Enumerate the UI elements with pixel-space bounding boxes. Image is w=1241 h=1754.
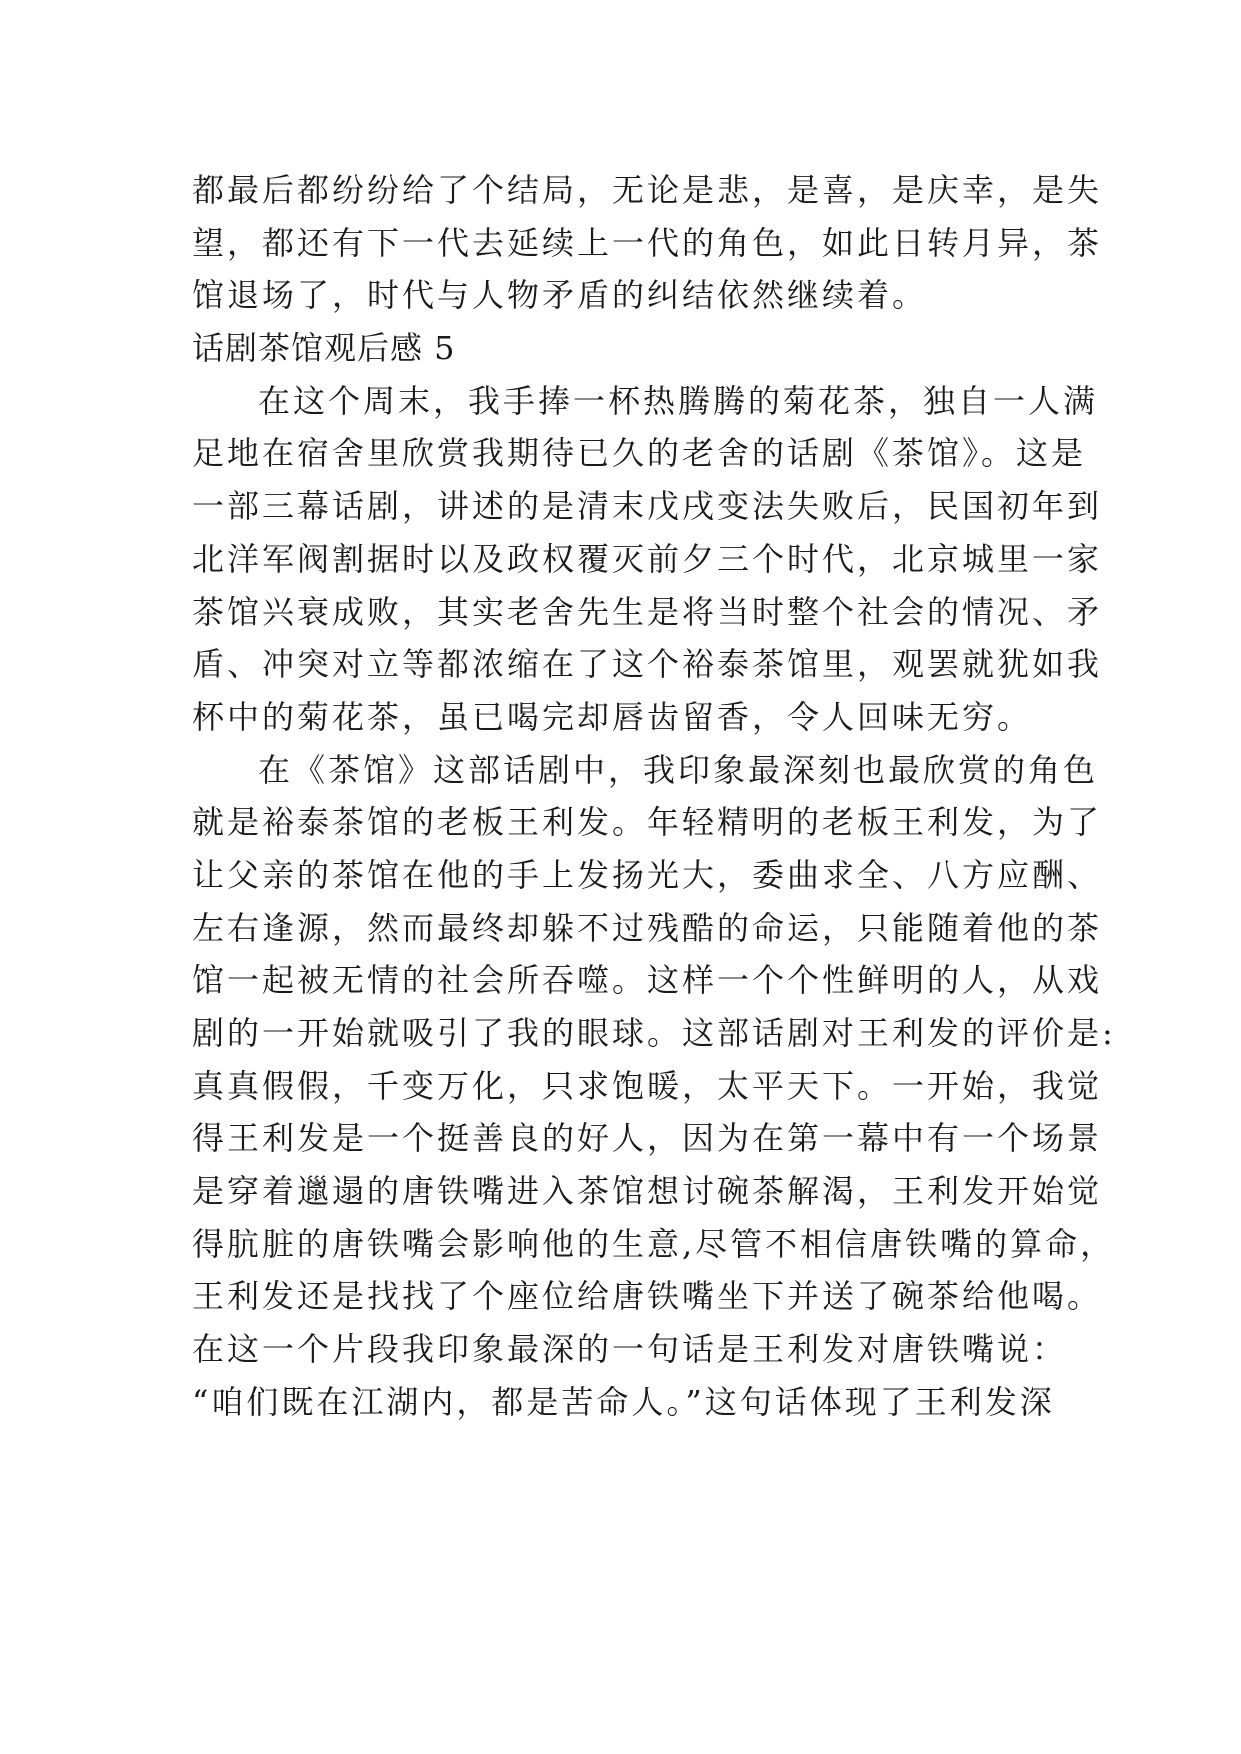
section-title: 话剧茶馆观后感 5 [192,329,456,368]
text-line: 是穿着邋遢的唐铁嘴进入茶馆想讨碗茶解渴，王利发开始觉 [192,1172,1103,1211]
text-line: 王利发还是找找了个座位给唐铁嘴坐下并送了碗茶给他喝。 [192,1277,1103,1316]
text-line: “咱们既在江湖内，都是苦命人。”这句话体现了王利发深 [192,1382,1055,1421]
text-line: 在这一个片段我印象最深的一句话是王利发对唐铁嘴说： [192,1330,1068,1369]
text-line: 在这个周末，我手捧一杯热腾腾的菊花茶，独自一人满 [258,381,1099,420]
text-line: 让父亲的茶馆在他的手上发扬光大，委曲求全、八方应酬、 [192,855,1103,894]
document-page [192,164,1116,1429]
paragraph-2 [192,744,1116,1429]
intro-paragraph [192,164,1103,322]
paragraph-1 [192,375,1103,744]
text-line: 得王利发是一个挺善良的好人，因为在第一幕中有一个场景 [192,1119,1103,1158]
text-line: 馆一起被无情的社会所吞噬。这样一个个性鲜明的人，从戏 [192,961,1103,1000]
text-line: 足地在宿舍里欣赏我期待已久的老舍的话剧《茶馆》。这是 [192,434,1087,473]
text-line: 北洋军阀割据时以及政权覆灭前夕三个时代，北京城里一家 [192,539,1103,578]
text-line: 盾、冲突对立等都浓缩在了这个裕泰茶馆里，观罢就犹如我 [192,645,1103,684]
text-line: 杯中的菊花茶，虽已喝完却唇齿留香，令人回味无穷。 [192,697,1033,736]
text-line: 茶馆兴衰成败，其实老舍先生是将当时整个社会的情况、矛 [192,592,1103,631]
text-line: 在《茶馆》这部话剧中，我印象最深刻也最欣赏的角色 [258,750,1099,789]
text-line: 就是裕泰茶馆的老板王利发。年轻精明的老板王利发，为了 [192,803,1103,842]
text-line: 一部三幕话剧，讲述的是清末戊戌变法失败后，民国初年到 [192,487,1103,526]
text-line: 都最后都纷纷给了个结局，无论是悲，是喜，是庆幸，是失 [192,171,1103,209]
text-line: 左右逢源，然而最终却躲不过残酷的命运，只能随着他的茶 [192,908,1103,947]
text-line: 真真假假，千变万化，只求饱暖，太平天下。一开始，我觉 [192,1066,1103,1105]
text-line: 馆退场了，时代与人物矛盾的纠结依然继续着。 [192,276,928,315]
text-line: 望，都还有下一代去延续上一代的角色，如此日转月异，茶 [192,223,1103,262]
text-line: 剧的一开始就吸引了我的眼球。这部话剧对王利发的评价是: [192,1014,1116,1052]
text-line: 得肮脏的唐铁嘴会影响他的生意,尽管不相信唐铁嘴的算命， [192,1224,1116,1263]
